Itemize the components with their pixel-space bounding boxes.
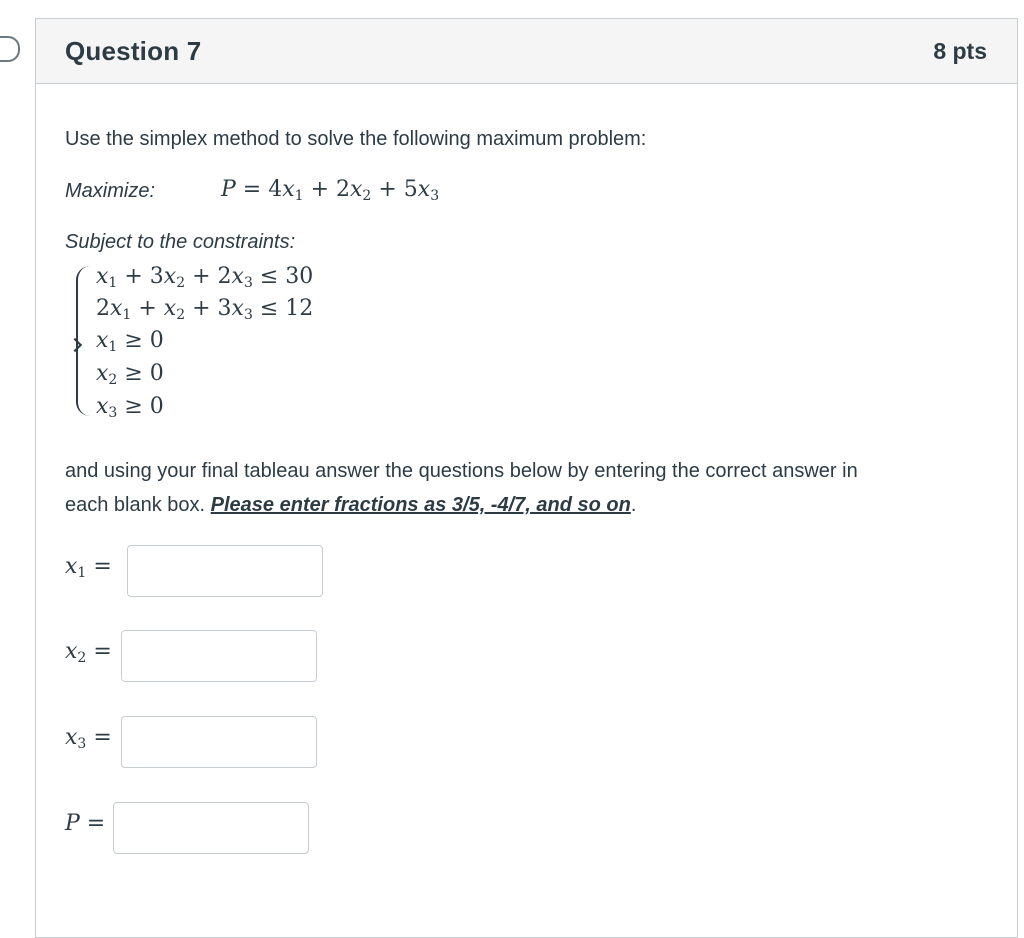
question-title: Question 7 xyxy=(65,35,202,66)
instruction-line-2 xyxy=(65,494,636,517)
answer-label-x1: $x_1$ = xyxy=(65,554,112,581)
instruction-line-1: and using your final tableau answer the questions below by entering the correct answer in xyxy=(65,460,858,482)
constraint-1: $x_1 + 3x_2 + 2x_3 \le 30$ xyxy=(96,264,314,291)
constraints-label: Subject to the constraints: xyxy=(65,231,296,253)
intro-text: Use the simplex method to solve the following maximum problem: xyxy=(65,128,647,150)
question-points: 8 pts xyxy=(933,37,987,64)
question-card xyxy=(35,18,1018,938)
constraint-4: $x_2 \ge 0$ xyxy=(96,361,164,388)
answer-label-x2: $x_2$ = xyxy=(65,639,112,666)
question-flag-icon[interactable] xyxy=(0,36,20,62)
instruction-text: each blank box. xyxy=(65,494,211,516)
answer-input-x1[interactable] xyxy=(127,545,323,597)
answer-input-x2[interactable] xyxy=(121,630,317,682)
question-header xyxy=(36,19,1017,84)
maximize-label: Maximize: xyxy=(65,180,156,202)
answer-label-p: P = xyxy=(65,811,106,836)
fraction-format-note: Please enter fractions as 3/5, -4/7, and so on xyxy=(210,494,631,516)
constraint-2: $2x_1 + x_2 + 3x_3 \le 12$ xyxy=(96,296,314,323)
constraint-5: $x_3 \ge 0$ xyxy=(96,394,164,421)
instruction-end: . xyxy=(630,494,637,516)
objective-function: $P = 4x_1 + 2x_2 + 5x_3$ xyxy=(221,177,440,204)
answer-input-x3[interactable] xyxy=(121,716,317,768)
answer-input-p[interactable] xyxy=(113,802,309,854)
constraint-3: $x_1 \ge 0$ xyxy=(96,328,164,355)
answer-label-x3: $x_3$ = xyxy=(65,725,112,752)
